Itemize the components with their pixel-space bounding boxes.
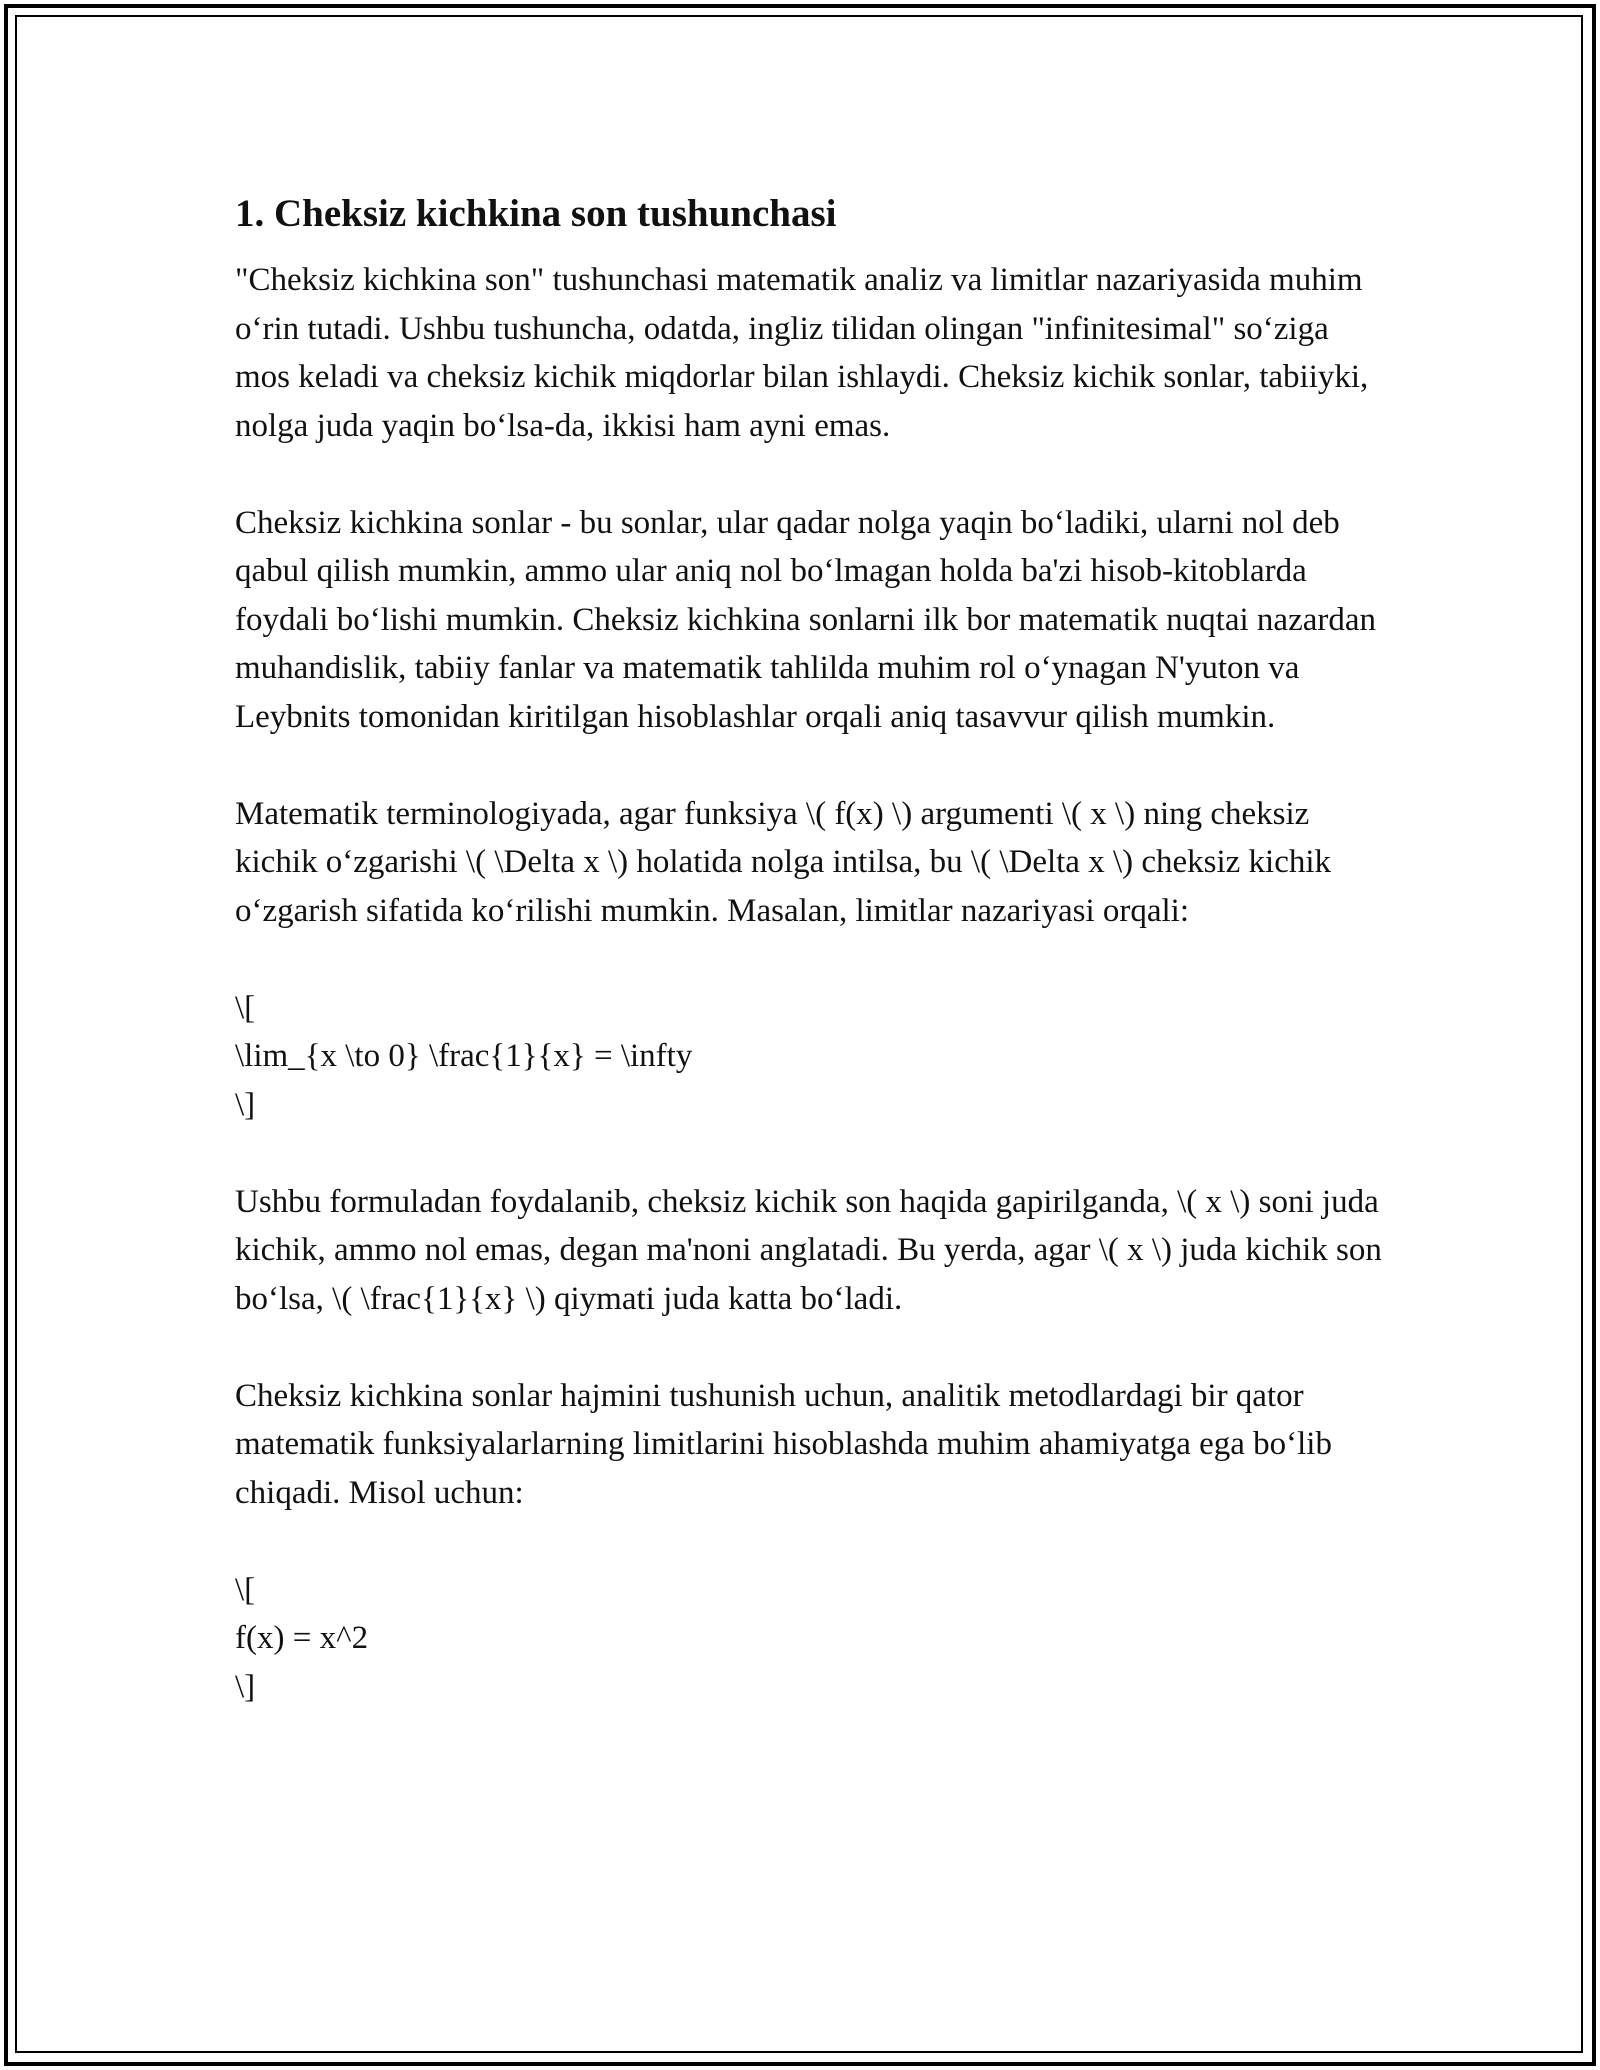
paragraph-2: Cheksiz kichkina sonlar - bu sonlar, ular qadar nolga yaqin bo‘ladiki, ularni nol deb qabul qilish mumkin, ammo ular aniq nol bo‘lmagan holda ba'zi hisob-kitoblarda foydali bo‘lishi mumkin. Cheksiz kichkina sonlarni ilk bor matematik nuqtai nazardan muhandislik, tabiiy fanlar va matematik tahlilda muhim rol o‘ynagan N'yuton va Leybnits tomonidan kiritilgan hisoblashlar orqali aniq tasavvur qilish mumkin. bbox=[235, 504, 1376, 735]
formula-open-delimiter: \[ bbox=[235, 1571, 256, 1608]
section-heading: 1. Cheksiz kichkina son tushunchasi bbox=[235, 192, 837, 235]
formula-close-delimiter: \] bbox=[235, 1086, 256, 1123]
formula-limit bbox=[235, 984, 1385, 1130]
paragraph-3: Matematik terminologiyada, agar funksiya \( f(x) \) argumenti \( x \) ning cheksiz kichik o‘zgarishi \( \Delta x \) holatida nolga intilsa, bu \( \Delta x \) cheksiz kichik o‘zgarish sifatida ko‘rilishi mumkin. Masalan, limitlar nazariyasi orqali: bbox=[235, 795, 1332, 929]
formula-open-delimiter: \[ bbox=[235, 989, 256, 1026]
formula-body: f(x) = x^2 bbox=[235, 1620, 369, 1656]
paragraph-4: Ushbu formuladan foydalanib, cheksiz kichik son haqida gapirilganda, \( x \) soni juda kichik, ammo nol emas, degan ma'noni anglatadi. Bu yerda, agar \( x \) juda kichik son bo‘lsa, \( \frac{1}{x} \) qiymati juda katta bo‘ladi. bbox=[235, 1183, 1382, 1317]
formula-close-delimiter: \] bbox=[235, 1668, 256, 1705]
formula-body: \lim_{x \to 0} \frac{1}{x} = \infty bbox=[235, 1038, 693, 1074]
paragraph-1: "Cheksiz kichkina son" tushunchasi matematik analiz va limitlar nazariyasida muhim o‘rin tutadi. Ushbu tushuncha, odatda, ingliz tilidan olingan "infinitesimal" so‘ziga mos keladi va cheksiz kichik miqdorlar bilan ishlaydi. Cheksiz kichik sonlar, tabiiyki, nolga juda yaqin bo‘lsa-da, ikkisi ham ayni emas. bbox=[235, 262, 1369, 444]
document-body bbox=[235, 184, 1385, 1760]
paragraph-5: Cheksiz kichkina sonlar hajmini tushunish uchun, analitik metodlardagi bir qator matematik funksiyalarlarning limitlarini hisoblashda muhim ahamiyatga ega bo‘lib chiqadi. Misol uchun: bbox=[235, 1377, 1332, 1511]
formula-function bbox=[235, 1566, 1385, 1712]
